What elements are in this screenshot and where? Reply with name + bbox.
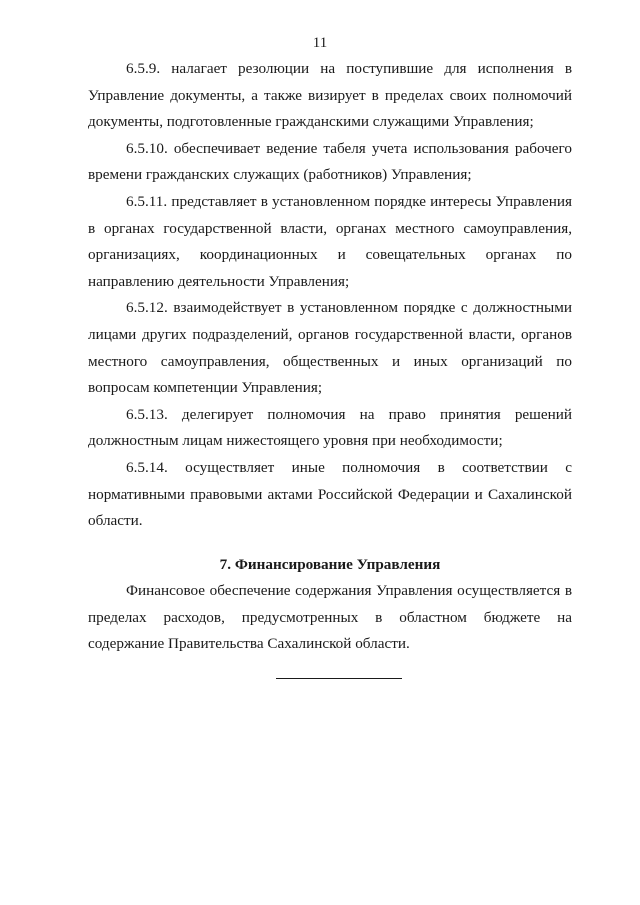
section-heading: 7. Финансирование Управления [219, 555, 441, 573]
page-number: 11 [312, 35, 328, 51]
clause-6-5-12: 6.5.12. взаимодействует в установленном порядке с должностными лицами других подразделений, органов государственной власти, органов местного самоуправления, общественных и иных организаций по вопросам компетенции Управления; [88, 299, 572, 397]
clause-6-5-14: 6.5.14. осуществляет иные полномочия в соответствии с нормативными правовыми актами Российской Федерации и Сахалинской области. [88, 458, 572, 530]
clause-6-5-9: 6.5.9. налагает резолюции на поступившие для исполнения в Управление документы, а также визирует в пределах своих полномочий документы, подготовленные гражданскими служащими Управления; [88, 60, 572, 131]
end-divider-line [276, 678, 402, 679]
section-paragraph: Финансовое обеспечение содержания Управления осуществляется в пределах расходов, предусмотренных в областном бюджете на содержание Правительства Сахалинской области. [88, 582, 572, 653]
clause-6-5-11: 6.5.11. представляет в установленном порядке интересы Управления в органах государственной власти, органах местного самоуправления, организациях, координационных и совещательных органах по направлению деятельности Управления; [88, 192, 572, 290]
document-body [88, 56, 572, 658]
clause-6-5-13: 6.5.13. делегирует полномочия на право принятия решений должностным лицам нижестоящего уровня при необходимости; [88, 405, 572, 450]
clause-6-5-10: 6.5.10. обеспечивает ведение табеля учета использования рабочего времени гражданских служащих (работников) Управления; [88, 139, 572, 184]
